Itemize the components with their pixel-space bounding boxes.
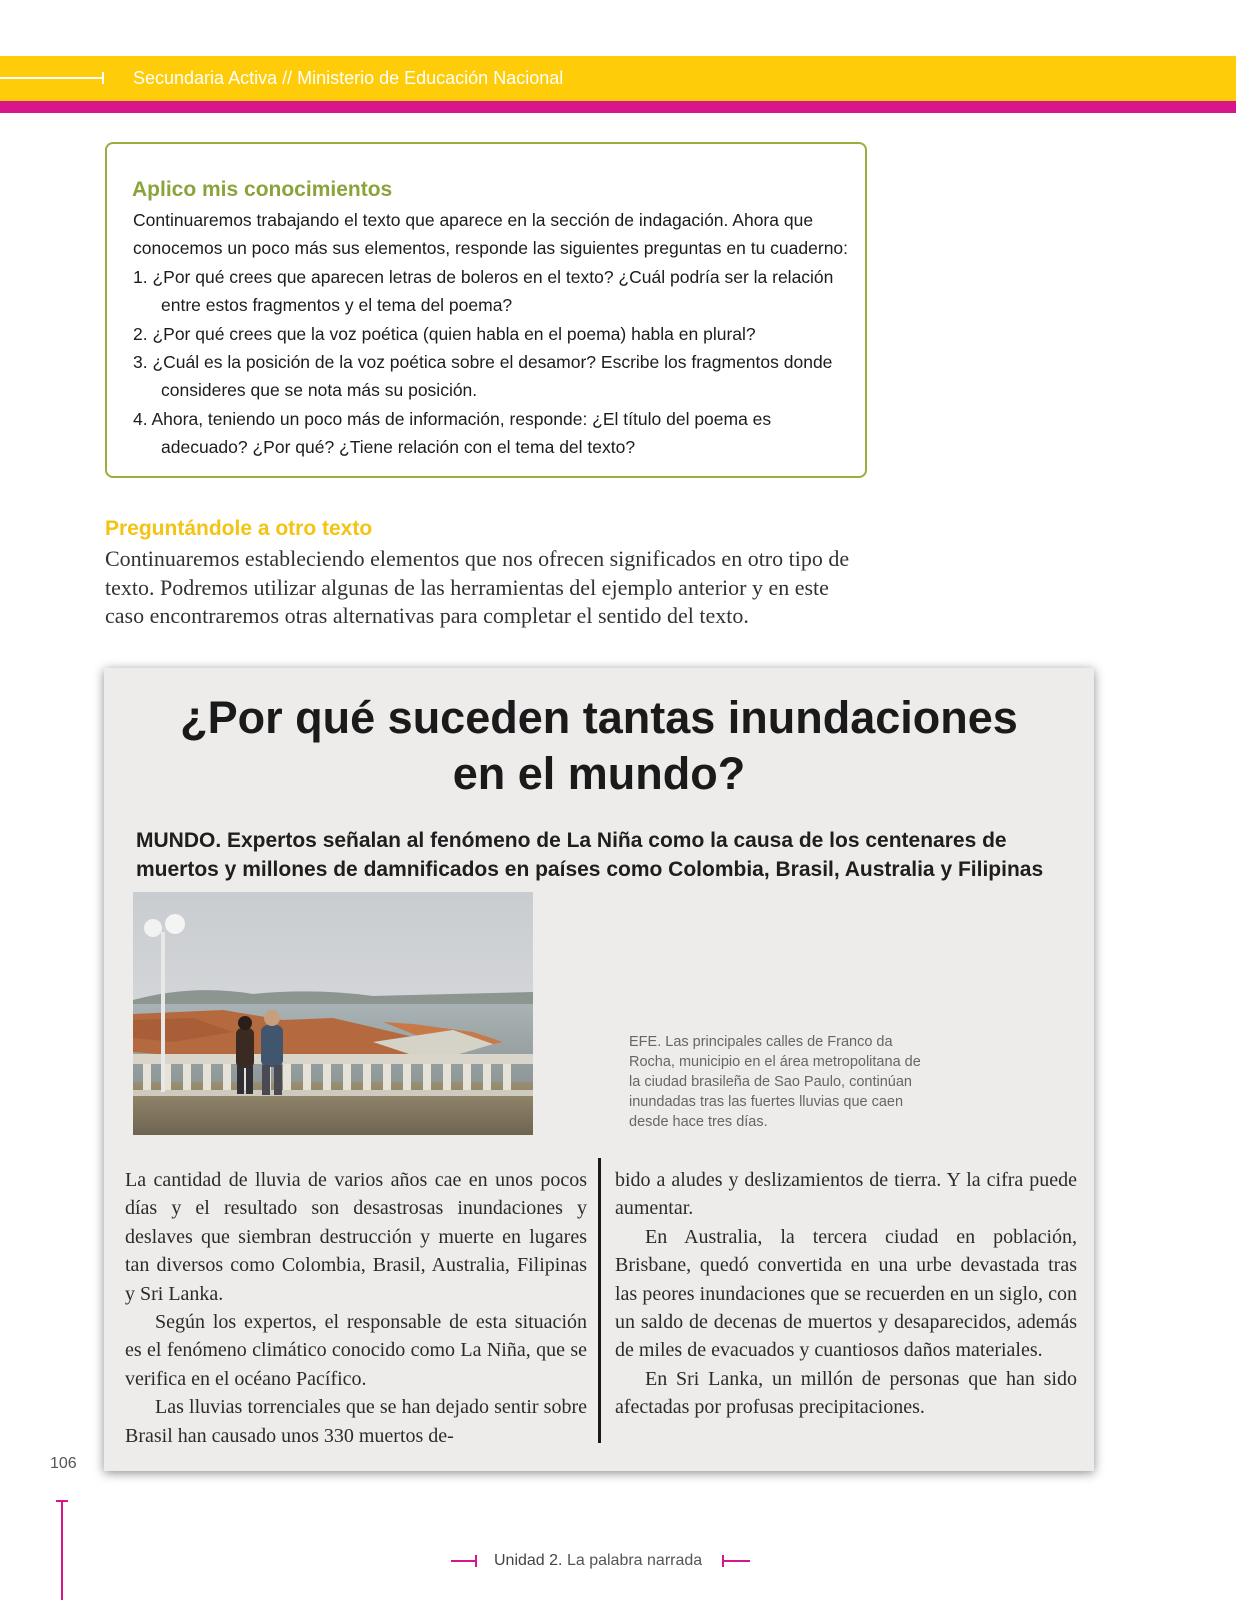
article-subtitle: MUNDO. Expertos señalan al fenómeno de La Niña como la causa de los centenares de muertos y millones de damnificados en países como Colombia, Brasil, Australia y Filipinas	[136, 829, 1044, 881]
question-item: 4. Ahora, teniendo un poco más de información, responde: ¿El título del poema es adecuado? ¿Por qué? ¿Tiene relación con el tema del texto?	[133, 408, 772, 458]
footer-unit-label: Unidad 2.	[494, 1552, 563, 1569]
apply-intro: Continuaremos trabajando el texto que aparece en la sección de indagación. Ahora que conocemos un poco más sus elementos, responde las siguientes preguntas en tu cuaderno:	[133, 210, 849, 259]
article-paragraph: La cantidad de lluvia de varios años cae en unos pocos días y el resultado son desastrosas inundaciones y deslaves que siembran destrucción y muerte en lugares tan diversos como Colombia, Brasil, Australia, Filipinas y Sri Lanka.	[125, 1169, 587, 1305]
column-divider	[598, 1158, 601, 1443]
photo-caption: EFE. Las principales calles de Franco da Rocha, municipio en el área metropolitana de la ciudad brasileña de Sao Paulo, continúan inundadas tras las fuertes lluvias que caen desde hace tres días.	[629, 1034, 921, 1130]
article-paragraph: En Sri Lanka, un millón de personas que han sido afectadas por profusas precipitaciones.	[615, 1367, 1077, 1419]
side-rule	[61, 1500, 63, 1600]
question-item: 3. ¿Cuál es la posición de la voz poética sobre el desamor? Escribe los fragmentos donde consideres que se nota más su posición.	[133, 352, 833, 401]
footer-rule-right-tick	[722, 1555, 724, 1567]
header-rule-tick	[102, 72, 104, 84]
article-headline	[104, 690, 1094, 802]
article-column-right	[615, 1166, 1077, 1422]
flood-photo	[133, 892, 533, 1135]
question-item: 1. ¿Por qué crees que aparecen letras de boleros en el texto? ¿Cuál podría ser la relación entre estos fragmentos y el tema del poema?	[133, 266, 834, 316]
question-list	[133, 263, 853, 462]
article-paragraph: Las lluvias torrenciales que se han dejado sentir sobre Brasil han causado unos 330 muertos de-	[125, 1396, 587, 1447]
header-title: Secundaria Activa // Ministerio de Educación Nacional	[133, 68, 564, 88]
side-rule-tick	[56, 1500, 68, 1502]
footer-unit	[494, 1550, 702, 1572]
article-paragraph: bido a aludes y deslizamientos de tierra. Y la cifra puede aumentar.	[615, 1169, 1077, 1220]
question-item: 2. ¿Por qué crees que la voz poética (quien habla en el poema) habla en plural?	[133, 323, 756, 344]
section-intro: Continuaremos estableciendo elementos que nos ofrecen significados en otro tipo de texto. Podremos utilizar algunas de las herramientas del ejemplo anterior y en este caso encontraremos otras alternativas para completar el sentido del texto.	[105, 546, 850, 628]
headline-line-1: ¿Por qué suceden tantas inundaciones	[180, 692, 1018, 743]
page-number: 106	[50, 1455, 77, 1472]
footer-rule-left	[451, 1560, 477, 1562]
apply-title: Aplico mis conocimientos	[132, 178, 393, 201]
footer-unit-title: La palabra narrada	[566, 1552, 703, 1569]
footer-rule-left-tick	[475, 1555, 477, 1567]
header-accent-stripe	[0, 101, 1236, 113]
apply-body	[133, 206, 853, 462]
article-column-left	[125, 1166, 587, 1450]
article-paragraph: En Australia, la tercera ciudad en población, Brisbane, quedó convertida en una urbe devastada tras las peores inundaciones que se recuerden en un siglo, con un saldo de decenas de muertos y desaparecidos, además de miles de evacuados y cuantiosos daños materiales.	[615, 1225, 1077, 1362]
article-paragraph: Según los expertos, el responsable de esta situación es el fenómeno climático conocido como La Niña, que se verifica en el océano Pacífico.	[125, 1311, 587, 1390]
section-title: Preguntándole a otro texto	[105, 517, 373, 540]
headline-line-2: en el mundo?	[452, 748, 746, 799]
header-rule	[0, 77, 104, 79]
footer-rule-right	[722, 1560, 750, 1562]
